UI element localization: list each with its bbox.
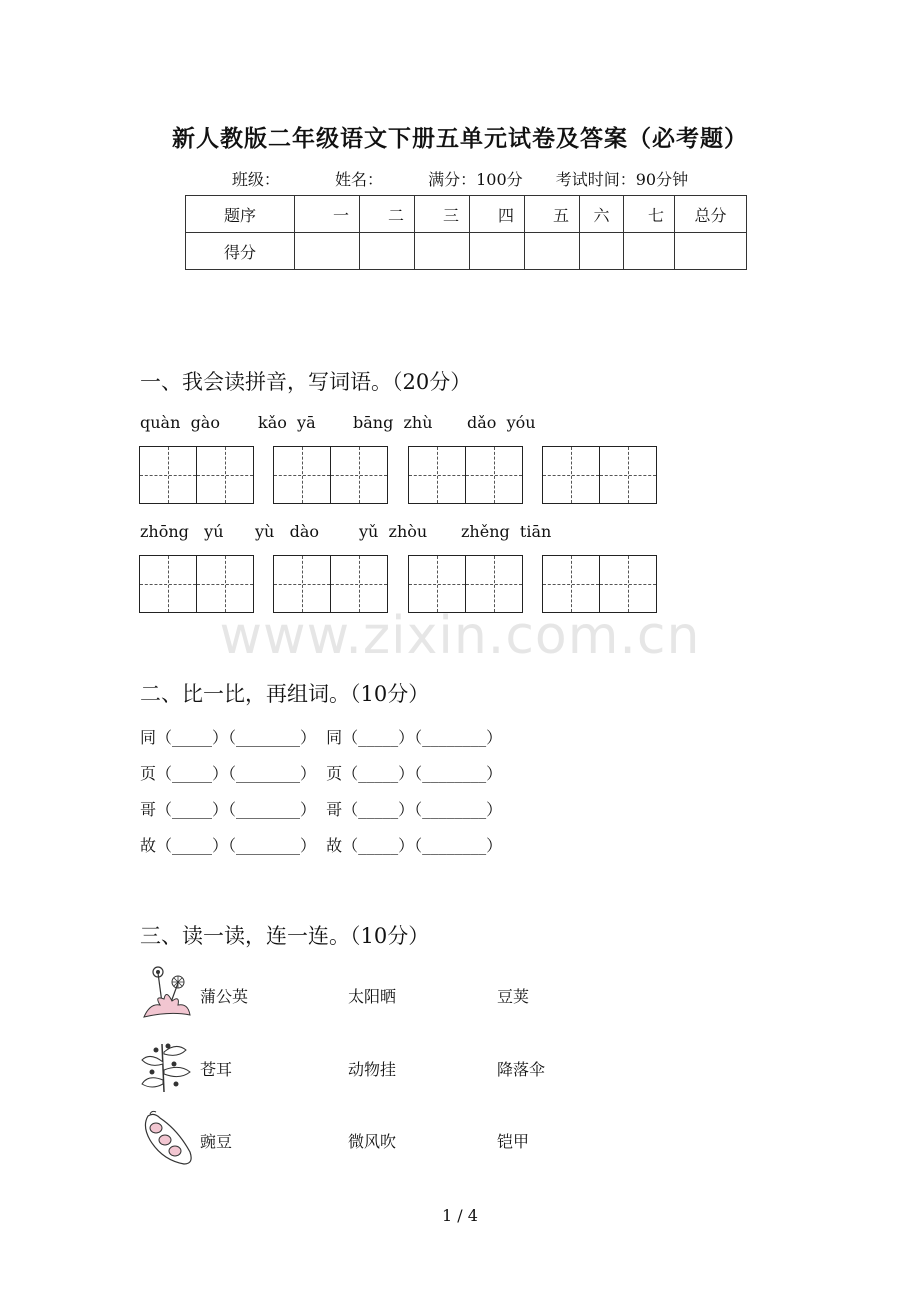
writing-grid[interactable] <box>139 446 254 504</box>
grid-cell[interactable] <box>600 447 656 503</box>
page-number: 1 / 4 <box>442 1206 478 1225</box>
pea-pod-icon <box>140 1110 194 1166</box>
score-cell[interactable] <box>470 233 525 270</box>
writing-grid[interactable] <box>542 555 657 613</box>
grid-cell[interactable] <box>466 447 522 503</box>
section1-heading: 一、我会读拼音，写词语。（20分） <box>140 370 472 394</box>
score-row-label: 得分 <box>186 233 295 270</box>
pinyin-label: zhěng tiān <box>461 522 552 541</box>
grid-cell[interactable] <box>274 447 331 503</box>
grid-cell[interactable] <box>331 556 387 612</box>
word-col1: 苍耳 <box>200 1060 233 1079</box>
score-table-score-row <box>186 233 747 270</box>
compare-row: 页（_____）（________） 页（_____）（________） <box>140 764 503 783</box>
pinyin-label: zhōng yú <box>140 522 224 541</box>
pinyin-label: yǔ zhòu <box>359 522 428 541</box>
dandelion-icon <box>140 965 194 1021</box>
word-col2: 太阳晒 <box>348 987 397 1006</box>
watermark: www.zixin.com.cn <box>219 606 701 666</box>
grid-cell[interactable] <box>274 556 331 612</box>
header-cell: 六 <box>580 196 624 233</box>
grid-cell[interactable] <box>466 556 522 612</box>
grid-cell[interactable] <box>409 556 466 612</box>
score-cell[interactable] <box>360 233 415 270</box>
grid-cell[interactable] <box>543 447 600 503</box>
page-title: 新人教版二年级语文下册五单元试卷及答案（必考题） <box>172 125 748 152</box>
writing-grid[interactable] <box>139 555 254 613</box>
score-cell[interactable] <box>624 233 675 270</box>
class-label: 班级： <box>231 170 280 189</box>
header-cell: 题序 <box>186 196 295 233</box>
writing-grid[interactable] <box>542 446 657 504</box>
writing-grid[interactable] <box>408 555 523 613</box>
header-cell: 总分 <box>675 196 747 233</box>
word-col2: 微风吹 <box>348 1132 397 1151</box>
header-cell: 一 <box>295 196 360 233</box>
writing-grid[interactable] <box>408 446 523 504</box>
grid-cell[interactable] <box>409 447 466 503</box>
cocklebur-icon <box>140 1038 194 1094</box>
exam-time: 考试时间：90分钟 <box>555 170 689 189</box>
writing-grid[interactable] <box>273 555 388 613</box>
pinyin-label: kǎo yā <box>258 413 316 432</box>
compare-row: 同（_____）（________） 同（_____）（________） <box>140 728 503 747</box>
pinyin-label: yù dào <box>255 522 320 541</box>
score-cell[interactable] <box>675 233 747 270</box>
pinyin-label: quàn gào <box>140 413 220 432</box>
grid-cell[interactable] <box>140 447 197 503</box>
section2-heading: 二、比一比，再组词。（10分） <box>140 682 430 706</box>
score-cell[interactable] <box>415 233 470 270</box>
word-col3: 豆荚 <box>497 987 530 1006</box>
header-cell: 四 <box>470 196 525 233</box>
score-table-header-row <box>186 196 747 233</box>
grid-cell[interactable] <box>543 556 600 612</box>
word-col2: 动物挂 <box>348 1060 397 1079</box>
word-col3: 降落伞 <box>497 1060 546 1079</box>
compare-row: 故（_____）（________） 故（_____）（________） <box>140 836 503 855</box>
score-cell[interactable] <box>295 233 360 270</box>
compare-row: 哥（_____）（________） 哥（_____）（________） <box>140 800 503 819</box>
word-col1: 豌豆 <box>200 1132 233 1151</box>
score-cell[interactable] <box>580 233 624 270</box>
grid-cell[interactable] <box>600 556 656 612</box>
header-cell: 三 <box>415 196 470 233</box>
writing-grid[interactable] <box>273 446 388 504</box>
header-cell: 二 <box>360 196 415 233</box>
grid-cell[interactable] <box>331 447 387 503</box>
section3-heading: 三、读一读，连一连。（10分） <box>140 924 430 948</box>
word-col1: 蒲公英 <box>200 987 249 1006</box>
pinyin-label: bāng zhù <box>353 413 433 432</box>
pinyin-label: dǎo yóu <box>467 413 536 432</box>
full-score: 满分：100分 <box>428 170 523 189</box>
header-cell: 七 <box>624 196 675 233</box>
grid-cell[interactable] <box>140 556 197 612</box>
score-cell[interactable] <box>525 233 580 270</box>
grid-cell[interactable] <box>197 556 253 612</box>
exam-meta <box>0 167 920 190</box>
score-table <box>185 195 747 270</box>
grid-cell[interactable] <box>197 447 253 503</box>
word-col3: 铠甲 <box>497 1132 530 1151</box>
name-label: 姓名： <box>334 170 383 189</box>
header-cell: 五 <box>525 196 580 233</box>
